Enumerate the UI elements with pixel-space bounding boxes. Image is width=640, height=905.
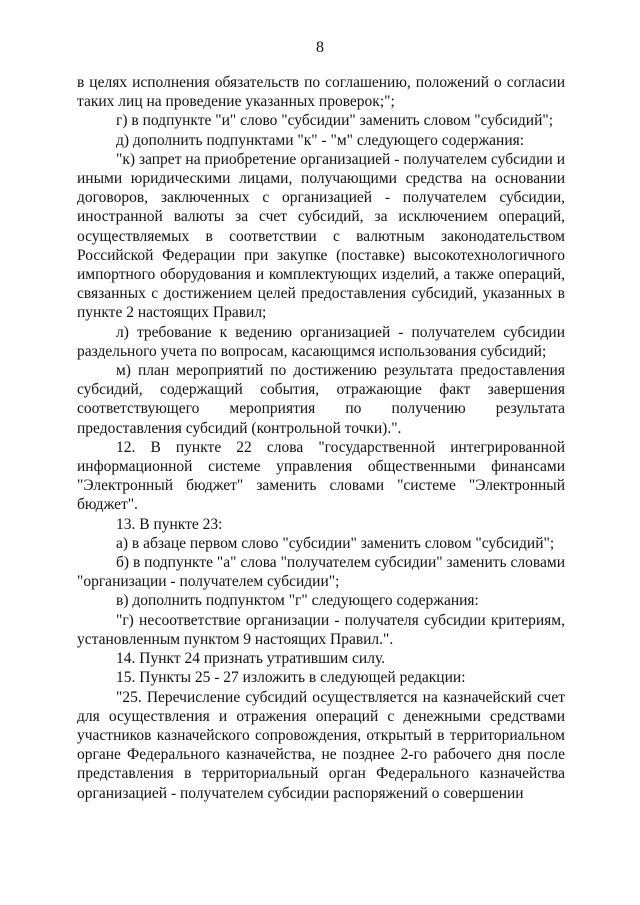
paragraph: 13. В пункте 23: xyxy=(116,515,223,533)
document-body xyxy=(77,73,565,803)
paragraph: в) дополнить подпунктом "г" следующего содержания: xyxy=(116,592,479,610)
paragraph: 12. В пункте 22 слова "государственной интегрированной информационной системе управления общественными финансами "Электронный бюджет" заменить словами "системе "Электронный бюджет". xyxy=(77,438,565,514)
paragraph: 14. Пункт 24 признать утратившим силу. xyxy=(116,650,386,668)
paragraph: 15. Пункты 25 - 27 изложить в следующей редакции: xyxy=(116,669,466,687)
paragraph: "г) несоответствие организации - получателя субсидии критериям, установленным пунктом 9 настоящих Правил.". xyxy=(77,611,565,648)
paragraph: д) дополнить подпунктами "к" - "м" следующего содержания: xyxy=(116,131,525,149)
paragraph: "25. Перечисление субсидий осуществляется на казначейский счет для осуществления и отражения операций с денежными средствами участников казначейского сопровождения, открытый в территориальном органе Федерального казначейства, не позднее 2-го рабочего дня после представления в территориальный орган Федерального казначейства организацией - получателем субсидии распоряжений о совершении xyxy=(77,688,565,802)
paragraph: б) в подпункте "а" слова "получателем субсидии" заменить словами "организации - получателем субсидии"; xyxy=(77,554,565,591)
paragraph: г) в подпункте "и" слово "субсидии" заменить словом "субсидий"; xyxy=(116,112,554,130)
paragraph: м) план мероприятий по достижению результата предоставления субсидий, содержащий события, отражающие факт завершения соответствующего мероприятия по получению результата предоставления субсидий (контрольной точки).". xyxy=(77,362,565,437)
paragraph: в целях исполнения обязательств по соглашению, положений о согласии таких лиц на проведение указанных проверок;"; xyxy=(77,74,565,111)
paragraph: л) требование к ведению организацией - получателем субсидии раздельного учета по вопросам, касающимся использования субсидий; xyxy=(77,323,565,360)
paragraph: а) в абзаце первом слово "субсидии" заменить словом "субсидий"; xyxy=(116,534,555,552)
page-number: 8 xyxy=(316,39,324,56)
paragraph: "к) запрет на приобретение организацией - получателем субсидии и иными юридическими лицами, получающими средства на основании договоров, заключенных с организацией - получателем субсидии, иностранной валюты за счет субсидий, за исключением операций, осуществляемых в соответствии с валютным законодательством Российской Федерации при закупке (поставке) высокотехнологичного импортного оборудования и комплектующих изделий, а также операций, связанных с достижением целей предоставления субсидий, указанных в пункте 2 настоящих Правил; xyxy=(77,150,565,322)
